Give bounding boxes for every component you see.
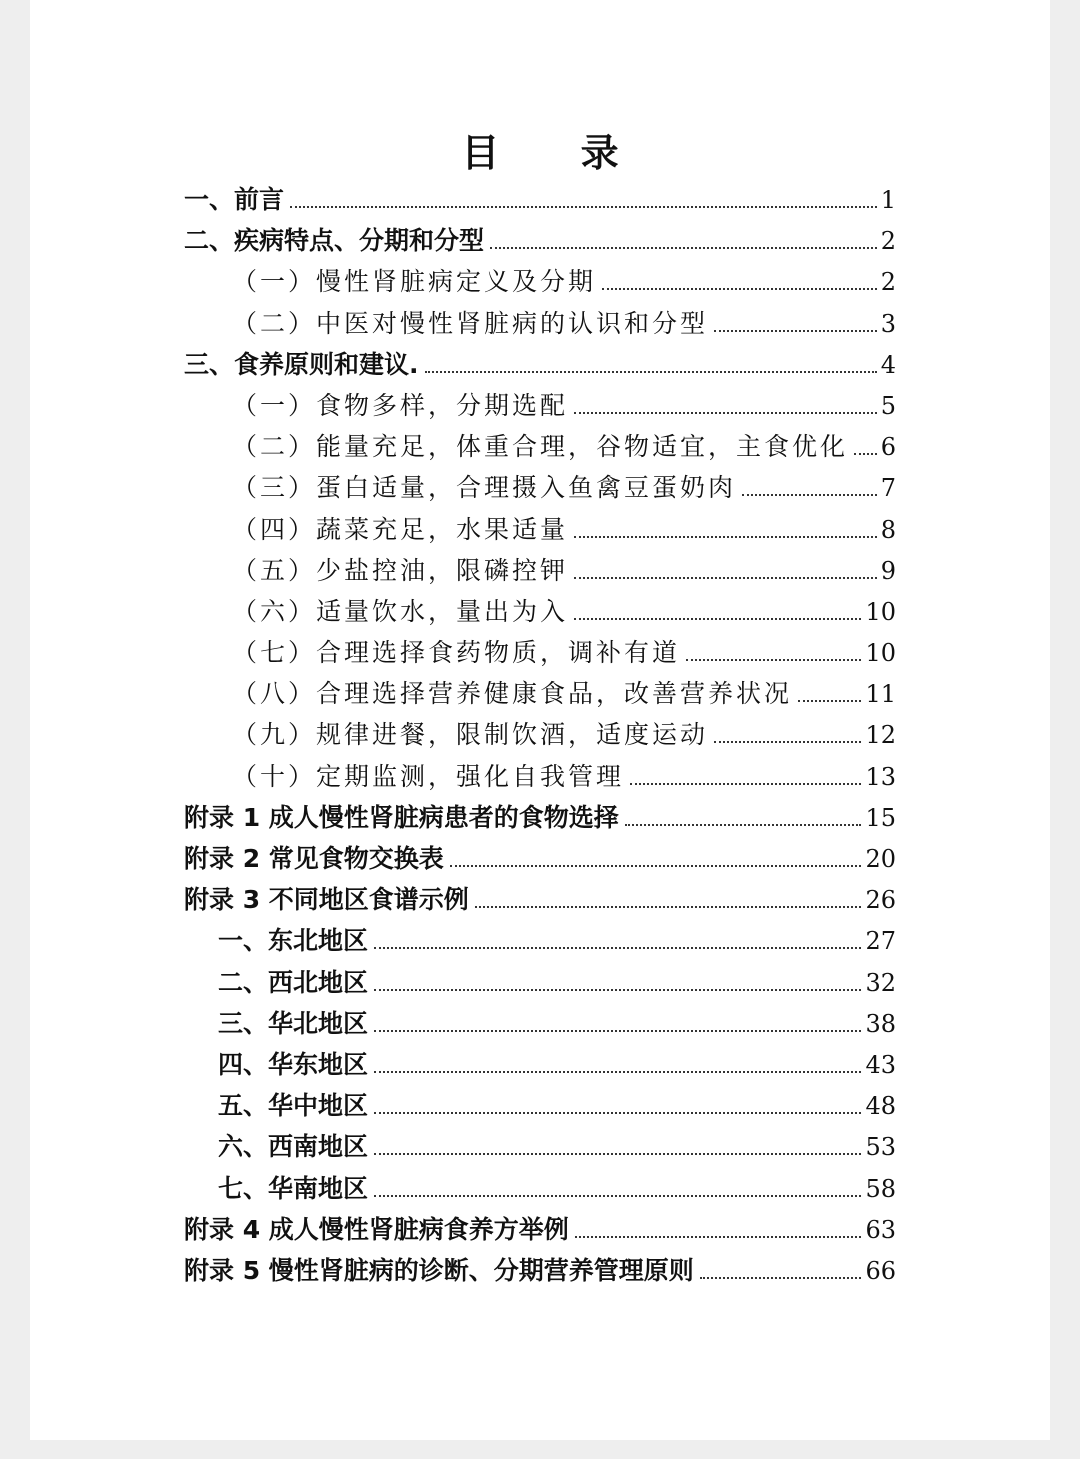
toc-entry-label: 二、西北地区 bbox=[218, 967, 369, 997]
toc-entry[interactable] bbox=[184, 1085, 896, 1126]
toc-entry-page-number: 20 bbox=[865, 845, 896, 873]
toc-entry-page-number: 9 bbox=[880, 556, 896, 585]
toc-entry-page-number: 13 bbox=[865, 762, 896, 791]
toc-entry[interactable] bbox=[184, 220, 896, 261]
toc-entry[interactable] bbox=[184, 714, 896, 755]
toc-entry[interactable] bbox=[184, 797, 896, 838]
toc-dot-leader bbox=[625, 823, 862, 826]
toc-entry-page-number: 27 bbox=[865, 927, 896, 956]
toc-entry-label: 五、华中地区 bbox=[218, 1091, 369, 1121]
toc-entry-page-number: 2 bbox=[880, 227, 896, 256]
toc-entry[interactable] bbox=[184, 838, 896, 879]
toc-dot-leader bbox=[374, 1152, 861, 1155]
table-of-contents bbox=[184, 179, 896, 1291]
toc-entry-label: （一）慢性肾脏病定义及分期 bbox=[232, 267, 597, 297]
toc-entry-page-number: 32 bbox=[865, 968, 896, 997]
toc-dot-leader bbox=[714, 740, 861, 743]
toc-dot-leader bbox=[374, 1070, 861, 1073]
toc-entry-page-number: 2 bbox=[880, 268, 896, 297]
toc-entry-label: （一）食物多样，分期选配 bbox=[232, 390, 569, 420]
toc-dot-leader bbox=[490, 246, 877, 249]
toc-entry-label: 七、华南地区 bbox=[218, 1173, 369, 1203]
page-title: 目 录 bbox=[461, 131, 653, 175]
toc-entry-page-number: 3 bbox=[880, 309, 896, 338]
toc-entry-label: 附录 5 慢性肾脏病的诊断、分期营养管理原则 bbox=[184, 1255, 694, 1285]
toc-entry-page-number: 12 bbox=[865, 721, 896, 750]
toc-entry[interactable] bbox=[184, 261, 896, 302]
toc-dot-leader bbox=[742, 493, 877, 496]
toc-entry-label: 四、华东地区 bbox=[218, 1049, 369, 1079]
toc-dot-leader bbox=[425, 370, 877, 373]
toc-dot-leader bbox=[575, 1235, 862, 1238]
toc-entry-label: 附录 2 常见食物交换表 bbox=[184, 844, 444, 873]
toc-dot-leader bbox=[714, 329, 877, 332]
toc-entry-page-number: 48 bbox=[865, 1092, 896, 1121]
toc-entry[interactable] bbox=[184, 509, 896, 550]
toc-entry-label: 六、西南地区 bbox=[218, 1132, 369, 1162]
toc-entry[interactable] bbox=[184, 673, 896, 714]
toc-dot-leader bbox=[450, 864, 862, 867]
toc-dot-leader bbox=[290, 205, 877, 208]
toc-entry-page-number: 58 bbox=[865, 1174, 896, 1203]
toc-entry-label: （六）适量饮水，量出为入 bbox=[232, 596, 569, 626]
toc-dot-leader bbox=[798, 699, 861, 702]
toc-entry-label: （四）蔬菜充足，水果适量 bbox=[232, 514, 569, 544]
toc-dot-leader bbox=[374, 1194, 861, 1197]
toc-dot-leader bbox=[374, 988, 861, 991]
toc-dot-leader bbox=[854, 452, 877, 455]
toc-entry-label: 附录 1 成人慢性肾脏病患者的食物选择 bbox=[184, 802, 619, 832]
toc-entry-label: 三、华北地区 bbox=[218, 1008, 369, 1038]
toc-entry-label: 附录 4 成人慢性肾脏病食养方举例 bbox=[184, 1214, 569, 1244]
toc-entry-label: （三）蛋白适量，合理摄入鱼禽豆蛋奶肉 bbox=[232, 473, 737, 503]
toc-entry-page-number: 4 bbox=[880, 350, 896, 379]
toc-entry-page-number: 10 bbox=[865, 639, 896, 668]
toc-entry-page-number: 11 bbox=[865, 680, 896, 709]
toc-entry-page-number: 8 bbox=[880, 515, 896, 544]
toc-entry-page-number: 53 bbox=[865, 1133, 896, 1162]
toc-dot-leader bbox=[602, 287, 877, 290]
toc-entry-page-number: 5 bbox=[880, 391, 896, 420]
toc-entry[interactable] bbox=[184, 467, 896, 508]
toc-dot-leader bbox=[374, 946, 861, 949]
toc-entry-label: 一、东北地区 bbox=[218, 926, 369, 956]
toc-entry-label: （五）少盐控油，限磷控钾 bbox=[232, 555, 569, 585]
toc-entry[interactable] bbox=[184, 879, 896, 920]
toc-entry-label: 一、前言 bbox=[184, 185, 285, 214]
toc-dot-leader bbox=[475, 905, 862, 908]
toc-entry-page-number: 10 bbox=[865, 597, 896, 626]
toc-entry-label: （七）合理选择食药物质，调补有道 bbox=[232, 638, 681, 668]
toc-dot-leader bbox=[574, 535, 877, 538]
toc-dot-leader bbox=[374, 1111, 861, 1114]
toc-entry-label: （九）规律进餐，限制饮酒，适度运动 bbox=[232, 720, 709, 750]
toc-dot-leader bbox=[630, 782, 861, 785]
toc-dot-leader bbox=[686, 658, 861, 661]
toc-entry[interactable] bbox=[184, 632, 896, 673]
toc-entry[interactable] bbox=[184, 385, 896, 426]
toc-entry[interactable] bbox=[184, 920, 896, 961]
toc-entry-page-number: 38 bbox=[865, 1009, 896, 1038]
toc-entry-page-number: 1 bbox=[880, 186, 896, 214]
toc-entry-label: （八）合理选择营养健康食品，改善营养状况 bbox=[232, 679, 793, 709]
toc-entry-page-number: 7 bbox=[880, 474, 896, 503]
toc-entry-label: （二）中医对慢性肾脏病的认识和分型 bbox=[232, 308, 709, 338]
toc-entry-page-number: 63 bbox=[865, 1215, 896, 1244]
toc-entry-page-number: 43 bbox=[865, 1050, 896, 1079]
toc-entry[interactable] bbox=[184, 1126, 896, 1167]
toc-dot-leader bbox=[374, 1029, 861, 1032]
toc-entry-page-number: 6 bbox=[880, 433, 896, 462]
toc-entry[interactable] bbox=[184, 1044, 896, 1085]
toc-entry[interactable] bbox=[184, 550, 896, 591]
toc-entry-page-number: 26 bbox=[865, 886, 896, 915]
toc-entry-page-number: 66 bbox=[865, 1256, 896, 1285]
toc-entry-label: 二、疾病特点、分期和分型 bbox=[184, 226, 485, 256]
toc-dot-leader bbox=[574, 411, 877, 414]
toc-entry[interactable] bbox=[184, 1209, 896, 1250]
toc-entry-label: 附录 3 不同地区食谱示例 bbox=[184, 885, 469, 915]
toc-entry[interactable] bbox=[184, 1168, 896, 1209]
toc-entry[interactable] bbox=[184, 1003, 896, 1044]
toc-entry[interactable] bbox=[184, 591, 896, 632]
toc-entry[interactable] bbox=[184, 426, 896, 467]
toc-entry-label: （十）定期监测，强化自我管理 bbox=[232, 761, 625, 791]
toc-dot-leader bbox=[574, 576, 877, 579]
toc-entry-label: （二）能量充足，体重合理，谷物适宜，主食优化 bbox=[232, 432, 849, 462]
toc-entry-page-number: 15 bbox=[865, 803, 896, 832]
toc-dot-leader bbox=[700, 1276, 862, 1279]
toc-entry[interactable] bbox=[184, 756, 896, 797]
toc-entry[interactable] bbox=[184, 1250, 896, 1291]
toc-entry-label: 三、食养原则和建议. bbox=[184, 349, 419, 379]
toc-entry[interactable] bbox=[184, 179, 896, 220]
toc-dot-leader bbox=[574, 617, 861, 620]
toc-entry[interactable] bbox=[184, 303, 896, 344]
toc-entry[interactable] bbox=[184, 344, 896, 385]
toc-entry[interactable] bbox=[184, 962, 896, 1003]
